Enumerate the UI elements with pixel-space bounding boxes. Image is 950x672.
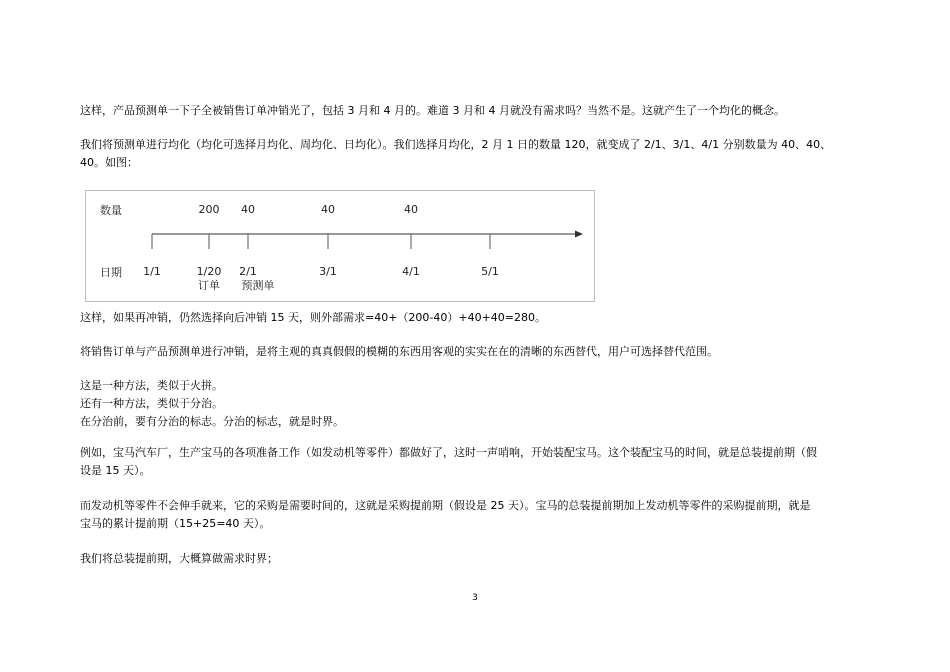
paragraph-line: 这是一种方法，类似于火拼。 <box>80 379 223 392</box>
paragraph-2 <box>80 136 880 172</box>
paragraph-1 <box>80 102 880 120</box>
date-label: 1/1 <box>143 265 161 278</box>
paragraph-line: 我们将预测单进行均化（均化可选择月均化、周均化、日均化）。我们选择月均化，2 月 1 日的数量 120，就变成了 2/1、3/1、4/1 分别数量为 40、40、 <box>80 138 832 151</box>
paragraph-3 <box>80 309 880 327</box>
paragraph-line: 在分治前，要有分治的标志。分治的标志，就是时界。 <box>80 415 344 428</box>
date-label: 4/1 <box>402 265 420 278</box>
paragraph-line: 这样，如果再冲销，仍然选择向后冲销 15 天，则外部需求=40+（200-40）+40+40=280。 <box>80 311 547 324</box>
paragraph-5 <box>80 377 880 431</box>
quantity-axis-label: 数量 <box>100 204 122 217</box>
quantity-value: 200 <box>198 203 220 216</box>
paragraph-line: 我们将总装提前期，大概算做需求时界； <box>80 552 278 565</box>
paragraph-line: 这样，产品预测单一下子全被销售订单冲销光了，包括 3 月和 4 月的。难道 3 月和 4 月就没有需求吗？当然不是。这就产生了一个均化的概念。 <box>80 104 785 117</box>
quantity-value: 40 <box>321 203 335 216</box>
paragraph-line: 例如，宝马汽车厂，生产宝马的各项准备工作（如发动机等零件）都做好了，这时一声哨响，开始装配宝马。这个装配宝马的时间，就是总装提前期（假 <box>80 446 817 459</box>
quantity-value: 40 <box>404 203 418 216</box>
paragraph-line: 还有一种方法，类似于分治。 <box>80 397 223 410</box>
date-label: 2/1 <box>239 265 257 278</box>
paragraph-line: 而发动机等零件不会伸手就来，它的采购是需要时间的，这就是采购提前期（假设是 25 天）。宝马的总装提前期加上发动机等零件的采购提前期，就是 <box>80 499 811 512</box>
date-label: 1/20 <box>196 265 222 278</box>
paragraph-7 <box>80 497 880 533</box>
timeline-arrow-icon <box>575 231 583 238</box>
paragraph-line: 将销售订单与产品预测单进行冲销，是将主观的真真假假的模糊的东西用客观的实实在在的清晰的东西替代，用户可选择替代范围。 <box>80 345 718 358</box>
paragraph-line: 设是 15 天）。 <box>80 464 151 477</box>
paragraph-8 <box>80 550 880 568</box>
page-number: 3 <box>472 593 478 603</box>
timeline-figure <box>85 190 595 302</box>
paragraph-line: 宝马的累计提前期（15+25=40 天）。 <box>80 517 271 530</box>
date-label: 3/1 <box>319 265 337 278</box>
point-sublabel: 预测单 <box>241 279 275 292</box>
paragraph-line: 40。如图： <box>80 156 138 169</box>
date-label: 5/1 <box>481 265 499 278</box>
paragraph-4 <box>80 343 880 361</box>
quantity-value: 40 <box>241 203 255 216</box>
timeline-svg <box>86 191 594 301</box>
paragraph-6 <box>80 444 880 480</box>
date-axis-label: 日期 <box>100 266 122 279</box>
point-sublabel: 订单 <box>198 279 220 292</box>
